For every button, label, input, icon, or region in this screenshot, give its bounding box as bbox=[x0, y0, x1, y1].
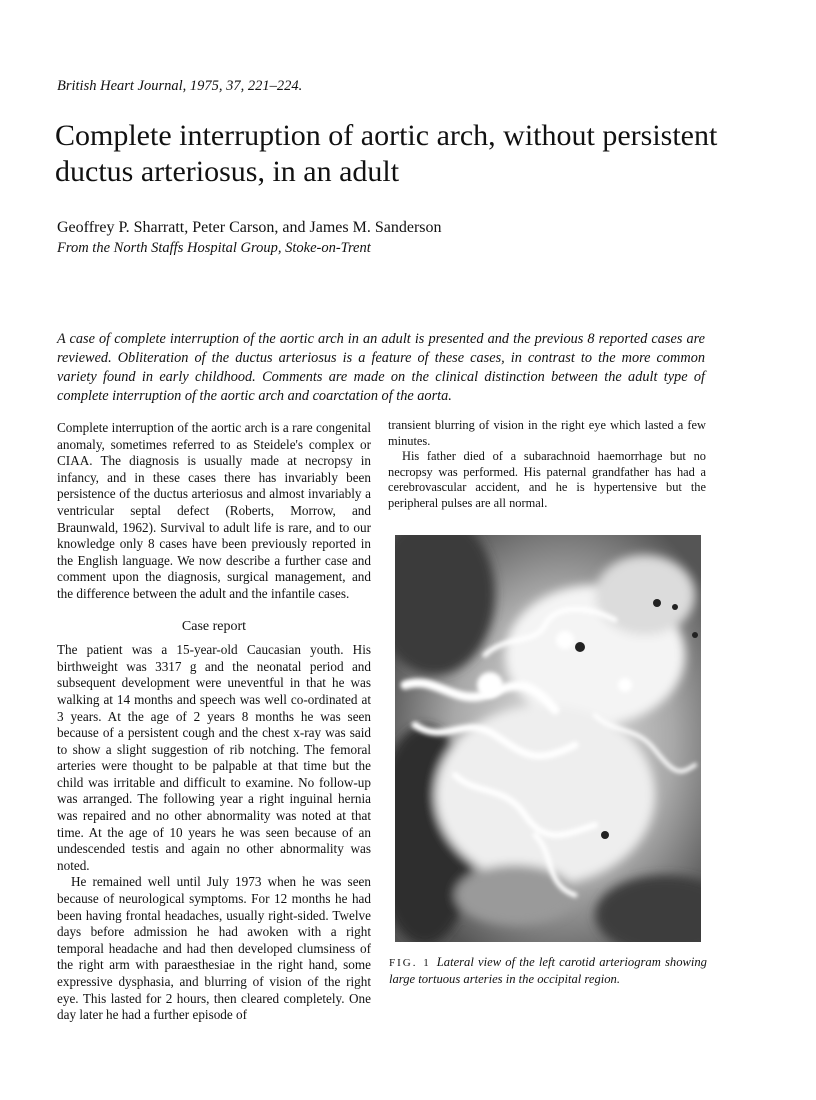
intro-paragraph: Complete interruption of the aortic arch is a rare congenital anomaly, sometimes referred to as Steidele's complex or CIAA. The diagnosis is usually made at necropsy in infancy, and in these cases there has invariably been persistence of the ductus arteriosus and almost invariably a ventricular septal defect (Roberts, Morrow, and Braunwald, 1962). Survival to adult life is rare, and to our knowledge only 8 cases have been previously reported in the English language. We now describe a further case and comment upon the diagnosis, surgical management, and the difference between the adult and the infantile cases. bbox=[57, 420, 371, 601]
journal-citation: British Heart Journal, 1975, 37, 221–224. bbox=[57, 78, 303, 94]
case-paragraph-1: The patient was a 15-year-old Caucasian youth. His birthweight was 3317 g and the neonatal period and subsequent development were uneventful in that he was walking at 14 months and speech was well co-ordinated at 3 years. At the age of 2 years 8 months he was seen because of a persistent cough and the chest x-ray was said to show a slight suggestion of rib notching. The femoral arteries were thought to be palpable at that time but the child was irritable and difficult to examine. No follow-up was arranged. The following year a right inguinal hernia was repaired and no other abnormality was noted at that time. At the age of 10 years he was seen because of an undescended testis and again no other abnormality was noted. bbox=[57, 642, 371, 873]
author-affiliation: From the North Staffs Hospital Group, Stoke-on-Trent bbox=[57, 240, 371, 256]
continued-paragraph: transient blurring of vision in the right eye which lasted a few minutes. bbox=[388, 418, 706, 448]
family-history-paragraph: His father died of a subarachnoid haemorrhage but no necropsy was performed. His paternal grandfather has had a cerebrovascular accident, and he is hypertensive but the peripheral pulses are all normal. bbox=[388, 449, 706, 510]
abstract: A case of complete interruption of the aortic arch in an adult is presented and the previous 8 reported cases are reviewed. Obliteration of the ductus arteriosus is a feature of these cases, in contrast to the more common variety found in early childhood. Comments are made on the clinical distinction between the adult type of complete interruption of the aortic arch and coarctation of the aorta. bbox=[57, 331, 705, 404]
figure-caption bbox=[389, 955, 707, 987]
right-column bbox=[388, 418, 706, 512]
arteriogram-figure bbox=[395, 535, 701, 942]
arteriogram-image bbox=[395, 535, 701, 942]
author-list: Geoffrey P. Sharratt, Peter Carson, and James M. Sanderson bbox=[57, 219, 442, 236]
article-title: Complete interruption of aortic arch, without persistent ductus arteriosus, in an adult bbox=[55, 119, 718, 188]
left-column bbox=[57, 420, 371, 1024]
figure-label: FIG. 1 bbox=[389, 957, 431, 969]
section-heading-case-report: Case report bbox=[181, 618, 247, 634]
figure-caption-text: Lateral view of the left carotid arteriogram showing large tortuous arteries in the occipital region. bbox=[389, 955, 707, 986]
case-paragraph-2: He remained well until July 1973 when he was seen because of neurological symptoms. For 12 months he had been having frontal headaches, usually right-sided. Twelve days before admission he had awoken with a right temporal headache and had then developed clumsiness of the right arm with paraesthesiae in the right hand, some expressive dysphasia, and blurring of vision of the right eye. This lasted for 2 hours, then cleared completely. One day later he had a further episode of bbox=[57, 874, 371, 1023]
